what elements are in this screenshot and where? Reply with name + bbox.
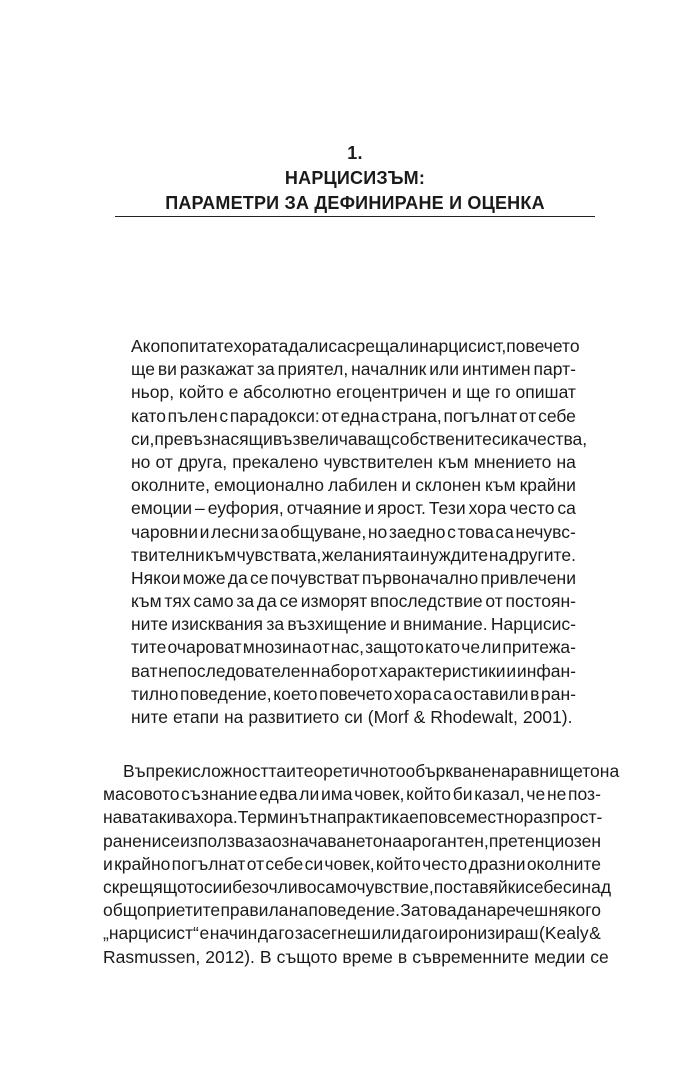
title-underline-rule — [115, 216, 595, 217]
text-line: но от друга, прекалено чувствителен към мнението на — [131, 451, 576, 472]
text-line: Въпреки сложността и теоретичното объркване на равнището на — [123, 761, 620, 781]
chapter-title-line-2: ПАРАМЕТРИ ЗА ДЕФИНИРАНЕ И ОЦЕНКА — [165, 193, 545, 213]
text-line: емоции – еуфория, отчаяние и ярост. Тези хора често са — [131, 498, 576, 519]
body-paragraph — [103, 760, 620, 969]
text-line: като пълен с парадокси: от една страна, погълнат от себе — [131, 405, 576, 426]
text-line: твителни към чувствата, желанията и нуждите на другите. — [131, 544, 576, 565]
text-line: общоприетите правила на поведение. Затова да наречеш някого — [103, 900, 601, 921]
text-line: към тях само за да се изморят впоследствие от постоян- — [131, 591, 576, 612]
text-line: околните, емоционално лабилен и склонен към крайни — [131, 475, 576, 496]
text-line: тилно поведение, което повечето хора са оставили в ран- — [131, 683, 576, 704]
text-line: чаровни и лесни за общуване, но заедно с това са нечувс- — [131, 521, 576, 542]
text-line: ните етапи на развитието си (Morf & Rhodewalt, 2001). — [131, 707, 573, 727]
text-line: с крещящото си и безочливо самочувствие, поставяйки себе си над — [103, 876, 612, 897]
text-line: „нарцисист“ е начин да го засегнеш или да го иронизираш (Kealy & — [103, 923, 601, 944]
text-line: Rasmussen, 2012). В същото време в съвременните медии се — [103, 946, 609, 967]
text-line: си, превъзнасящ и възвеличаващ собствените си качества, — [131, 428, 588, 449]
chapter-title-line-1: НАРЦИСИЗЪМ: — [284, 168, 426, 188]
text-line: нава такива хора. Терминът на практика е повсеместно разпрост- — [103, 807, 603, 828]
text-line: ните изисквания за възхищение и внимание. Нарцисис- — [131, 614, 576, 635]
text-line: масовото съзнание едва ли има човек, който би казал, че не поз- — [103, 784, 601, 805]
text-line: ранен и се използва за означаването на арогантен, претенциозен — [103, 830, 601, 851]
text-line: Някои може да се почувстват първоначално привлечени — [131, 567, 576, 588]
text-line: тите очароват мнозина от нас, защото като че ли притежа- — [131, 637, 576, 658]
text-line: ньор, който е абсолютно егоцентричен и ще го опишат — [131, 382, 576, 403]
chapter-number: 1. — [347, 143, 363, 163]
text-line: и крайно погълнат от себе си човек, който често дразни околните — [103, 853, 601, 874]
text-line: ват непоследователен набор от характеристики и инфан- — [131, 660, 576, 681]
text-line: ще ви разкажат за приятел, началник или интимен парт- — [131, 359, 576, 380]
epigraph-quote-paragraph — [131, 335, 588, 729]
text-line: Ако попитате хората дали са срещали нарцисист, повечето — [131, 336, 580, 356]
